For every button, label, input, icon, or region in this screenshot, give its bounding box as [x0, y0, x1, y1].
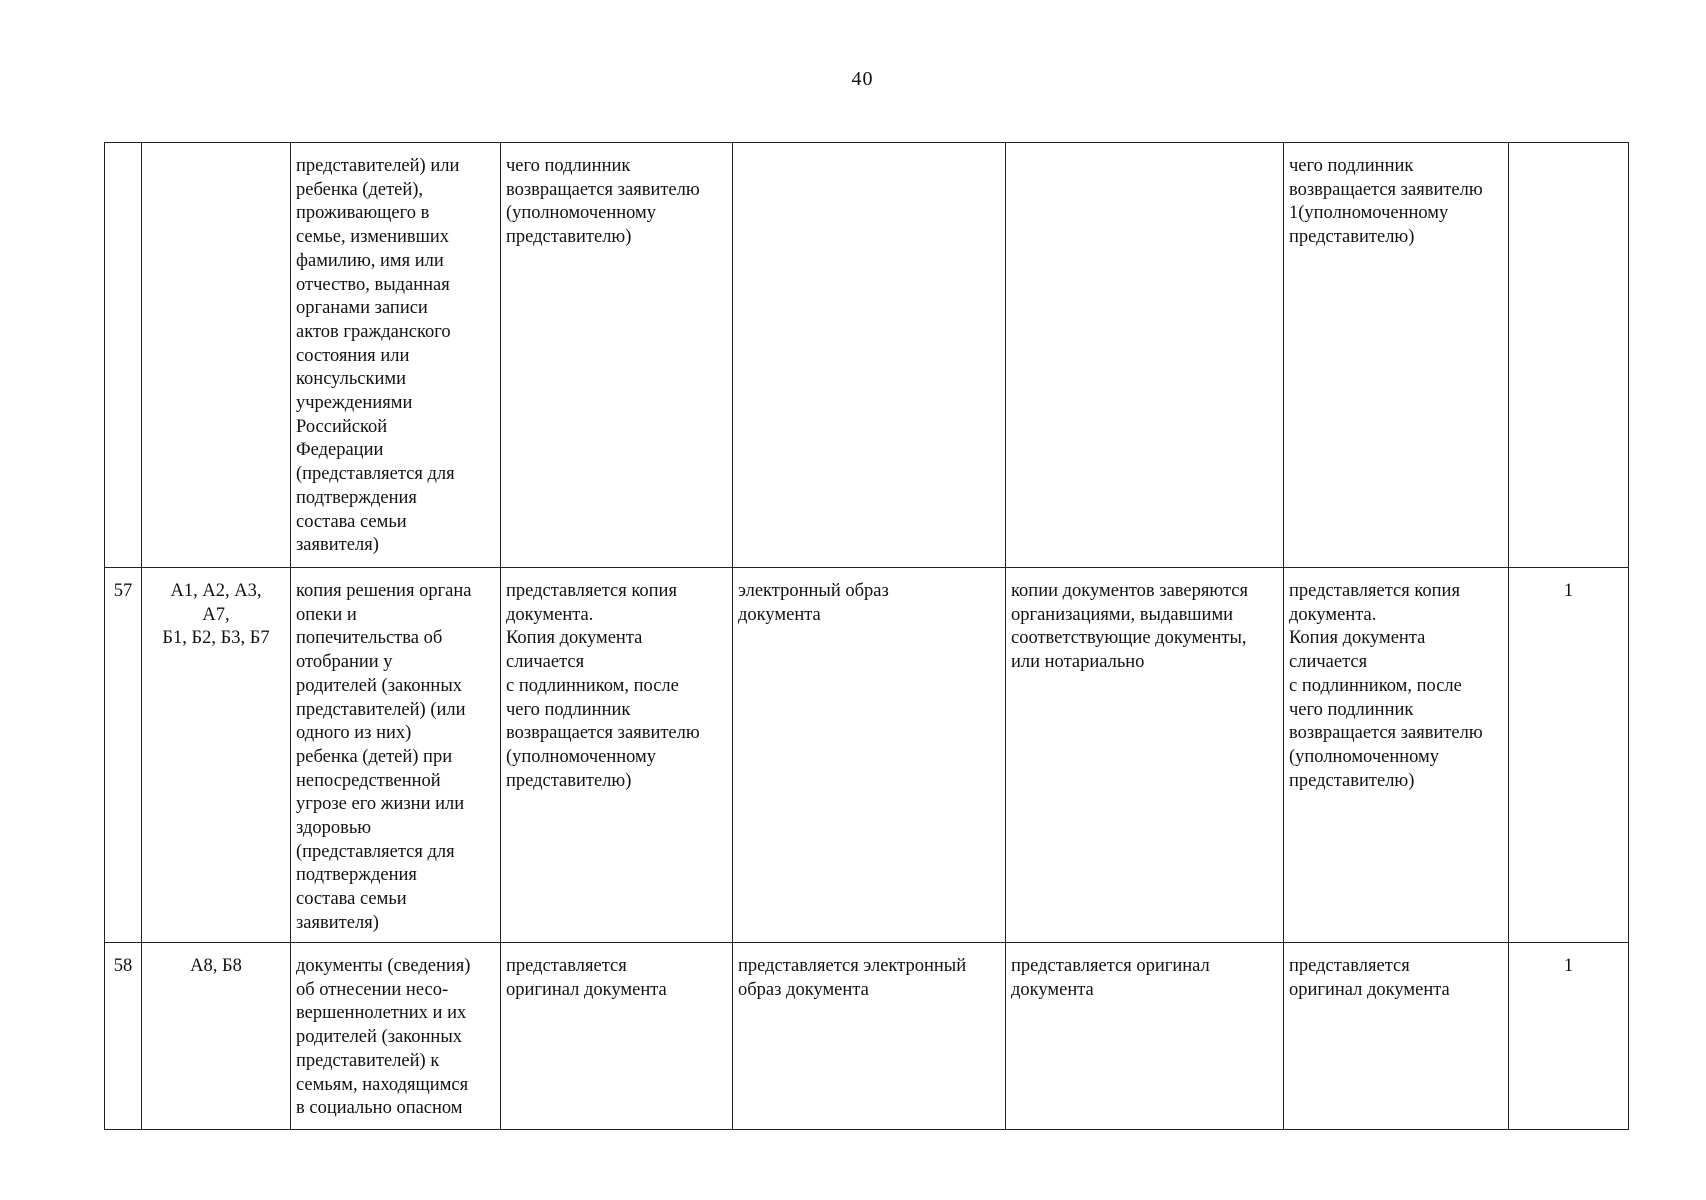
cell-line: возвращается заявителю — [1289, 723, 1483, 744]
cell-line: в социально опасном — [296, 1098, 463, 1119]
cell-mfc-submission — [1284, 943, 1509, 1130]
cell-quantity: 1 — [1509, 568, 1629, 943]
cell-line: (уполномоченному — [506, 746, 656, 767]
cell-line: (представляется для — [296, 464, 455, 485]
cell-line: представляется электронный — [738, 956, 967, 976]
cell-line: оригинал документа — [506, 979, 667, 1000]
cell-line: или нотариально — [1011, 652, 1145, 673]
cell-line: (представляется для — [296, 841, 455, 862]
cell-line: ребенка (детей), — [296, 179, 424, 200]
cell-line: документы (сведения) — [296, 956, 471, 976]
cell-line: опеки и — [296, 604, 357, 625]
cell-line: чего подлинник — [1289, 156, 1414, 176]
cell-line: вершеннолетних и их — [296, 1003, 467, 1024]
document-table — [104, 142, 1629, 1130]
cell-line: представителю) — [1289, 227, 1415, 248]
cell-line: представителю) — [506, 227, 632, 248]
cell-electronic-submission — [733, 568, 1006, 943]
cell-line: представляется копия — [1289, 581, 1460, 601]
cell-line: подтверждения — [296, 865, 417, 886]
cell-line: документа. — [1289, 604, 1377, 625]
cell-line: здоровью — [296, 818, 372, 839]
cell-mfc-submission — [1284, 568, 1509, 943]
cell-personal-submission — [501, 568, 733, 943]
cell-line: оригинал документа — [1289, 979, 1450, 1000]
cell-line: семьям, находящимся — [296, 1074, 469, 1095]
cell-line: организациями, выдавшими — [1011, 604, 1234, 625]
cell-line: соответствующие документы, — [1011, 628, 1247, 649]
cell-line: чего подлинник — [506, 699, 631, 720]
cell-category — [142, 568, 291, 943]
cell-line: ребенка (детей) при — [296, 746, 453, 767]
cell-line: копия решения органа — [296, 581, 472, 601]
cell-line: представляется — [506, 956, 627, 976]
cell-line: чего подлинник — [1289, 699, 1414, 720]
cell-electronic-submission — [733, 943, 1006, 1130]
cell-line: с подлинником, после — [506, 675, 679, 696]
cell-number: 58 — [105, 943, 142, 1130]
cell-line: родителей (законных — [296, 675, 463, 696]
cell-line: возвращается заявителю — [506, 179, 700, 200]
cell-line: семье, изменивших — [296, 227, 450, 248]
cell-line: состава семьи — [296, 511, 407, 532]
cell-line: представителей) (или — [296, 699, 466, 720]
cell-line: заявителя) — [296, 535, 379, 556]
cell-line: представителей) к — [296, 1050, 440, 1071]
cell-line: представителю) — [1289, 770, 1415, 791]
cell-line: Копия документа — [1289, 628, 1426, 649]
cell-quantity — [1509, 143, 1629, 568]
cell-line: актов гражданского — [296, 321, 451, 342]
cell-line: (уполномоченному — [506, 203, 656, 224]
cell-line: Российской — [296, 416, 388, 437]
cell-line: А7, — [202, 604, 230, 625]
cell-line: родителей (законных — [296, 1027, 463, 1048]
cell-line: 1(уполномоченному — [1289, 203, 1449, 224]
cell-number: 57 — [105, 568, 142, 943]
cell-mail-submission — [1006, 143, 1284, 568]
cell-personal-submission — [501, 143, 733, 568]
cell-electronic-submission — [733, 143, 1006, 568]
cell-document — [291, 943, 501, 1130]
cell-line: копии документов заверяются — [1011, 581, 1249, 601]
cell-line: А1, А2, А3, — [170, 581, 262, 601]
cell-line: Копия документа — [506, 628, 643, 649]
cell-line: электронный образ — [738, 581, 889, 601]
cell-mail-submission — [1006, 568, 1284, 943]
cell-document — [291, 143, 501, 568]
cell-line: чего подлинник — [506, 156, 631, 176]
cell-line: представителей) или — [296, 156, 460, 176]
cell-line: Б1, Б2, Б3, Б7 — [162, 628, 270, 649]
table-row — [105, 143, 1629, 568]
cell-line: подтверждения — [296, 487, 417, 508]
cell-personal-submission — [501, 943, 733, 1130]
table-row — [105, 943, 1629, 1130]
cell-line: попечительства об — [296, 628, 443, 649]
cell-line: отчество, выданная — [296, 274, 450, 295]
cell-line: сличается — [1289, 652, 1368, 673]
cell-line: органами записи — [296, 298, 428, 319]
cell-line: представляется копия — [506, 581, 677, 601]
cell-mail-submission — [1006, 943, 1284, 1130]
cell-line: заявителя) — [296, 912, 379, 933]
table-row — [105, 568, 1629, 943]
cell-line: об отнесении несо- — [296, 979, 449, 1000]
cell-line: отобрании у — [296, 652, 393, 673]
cell-line: возвращается заявителю — [1289, 179, 1483, 200]
cell-category — [142, 943, 291, 1130]
cell-category — [142, 143, 291, 568]
cell-line: одного из них) — [296, 723, 412, 744]
page-number: 40 — [851, 68, 874, 90]
cell-mfc-submission — [1284, 143, 1509, 568]
cell-line: состава семьи — [296, 889, 407, 910]
cell-line: с подлинником, после — [1289, 675, 1462, 696]
cell-line: представителю) — [506, 770, 632, 791]
cell-line: сличается — [506, 652, 585, 673]
cell-line: А8, Б8 — [190, 956, 242, 976]
cell-line: документа — [1011, 979, 1094, 1000]
cell-line: (уполномоченному — [1289, 746, 1439, 767]
cell-line: консульскими — [296, 369, 406, 390]
cell-line: угрозе его жизни или — [296, 794, 465, 815]
cell-line: возвращается заявителю — [506, 723, 700, 744]
cell-line: проживающего в — [296, 203, 430, 224]
cell-number — [105, 143, 142, 568]
cell-line: непосредственной — [296, 770, 441, 791]
cell-line: учреждениями — [296, 393, 413, 414]
cell-line: образ документа — [738, 979, 869, 1000]
cell-line: Федерации — [296, 440, 384, 461]
cell-quantity: 1 — [1509, 943, 1629, 1130]
cell-line: представляется — [1289, 956, 1410, 976]
cell-document — [291, 568, 501, 943]
cell-line: документа — [738, 604, 821, 625]
cell-line: представляется оригинал — [1011, 956, 1210, 976]
cell-line: документа. — [506, 604, 594, 625]
cell-line: фамилию, имя или — [296, 250, 444, 271]
cell-line: состояния или — [296, 345, 410, 366]
